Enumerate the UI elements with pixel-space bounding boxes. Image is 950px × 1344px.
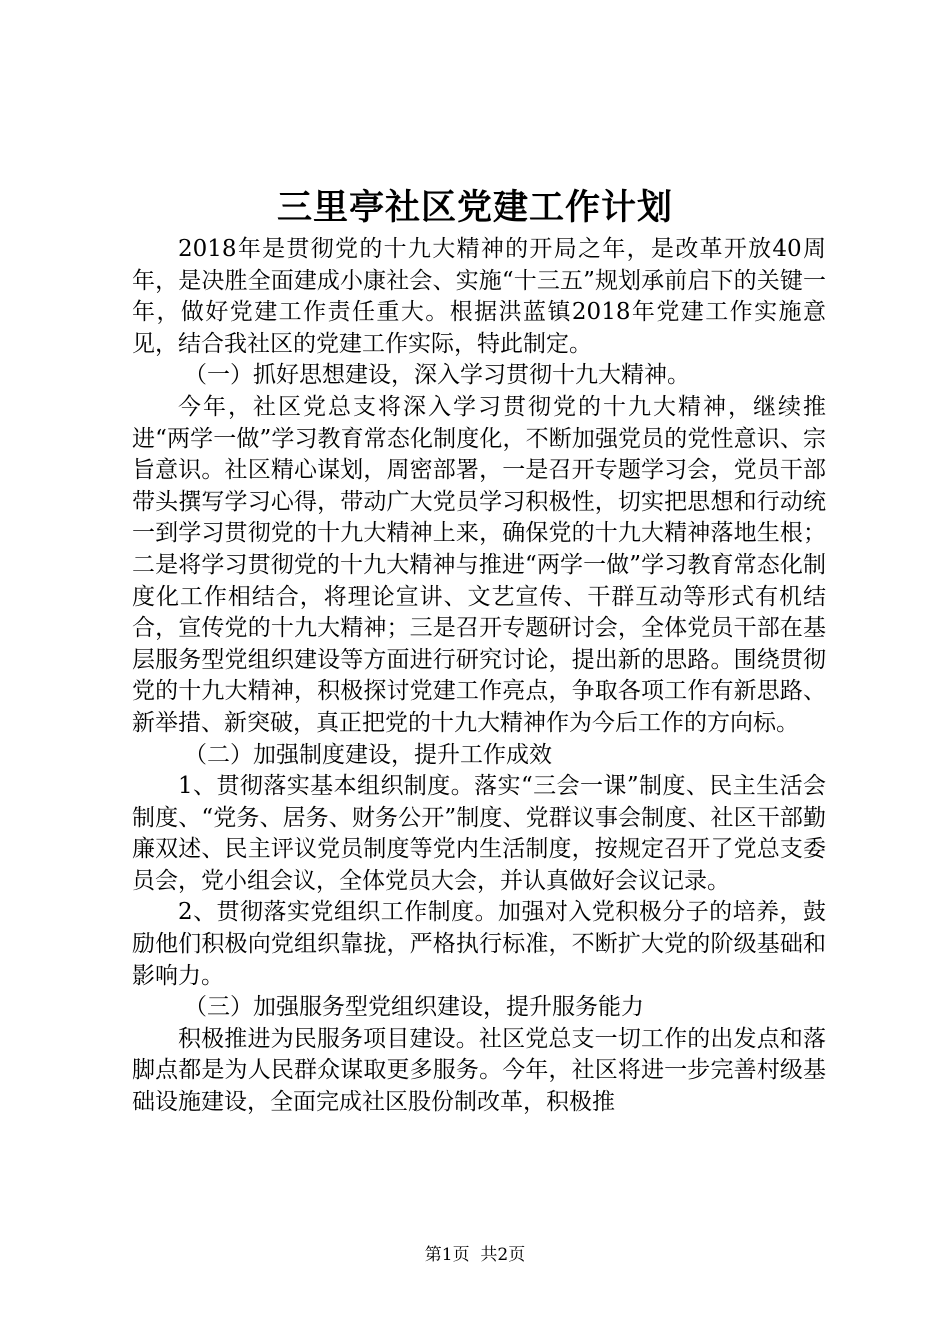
document-body: [132, 234, 826, 1119]
section-2-item-1: 1、贯彻落实基本组织制度。落实“三会一课”制度、民主生活会制度、“党务、居务、财务公开”制度、党群议事会制度、社区干部勤廉双述、民主评议党员制度等党内生活制度，按规定召开了党总支委员会，党小组会议，全体党员大会，并认真做好会议记录。: [132, 773, 826, 894]
section-heading-2: （二）加强制度建设，提升工作成效: [184, 741, 552, 768]
page-number: 第1页: [424, 1245, 470, 1265]
page-footer: [0, 1243, 950, 1267]
section-3-paragraph: 积极推进为民服务项目建设。社区党总支一切工作的出发点和落脚点都是为人民群众谋取更多服务。今年，社区将进一步完善村级基础设施建设，全面完成社区股份制改革，积极推: [132, 1025, 826, 1116]
document-title: 三里亭社区党建工作计划: [276, 187, 673, 228]
page-total: 共2页: [480, 1245, 526, 1265]
section-2-item-2: 2、贯彻落实党组织工作制度。加强对入党积极分子的培养，鼓励他们积极向党组织靠拢，严格执行标准，不断扩大党的阶级基础和影响力。: [132, 899, 826, 989]
section-1-paragraph: 今年，社区党总支将深入学习贯彻党的十九大精神，继续推进“两学一做”学习教育常态化制度化，不断加强党员的党性意识、宗旨意识。社区精心谋划，周密部署，一是召开专题学习会，党员干部带头撰写学习心得，带动广大党员学习积极性，切实把思想和行动统一到学习贯彻党的十九大精神上来，确保党的十九大精神落地生根；二是将学习贯彻党的十九大精神与推进“两学一做”学习教育常态化制度化工作相结合，将理论宣讲、文艺宣传、干群互动等形式有机结合，宣传党的十九大精神；三是召开专题研讨会，全体党员干部在基层服务型党组织建设等方面进行研究讨论，提出新的思路。围绕贯彻党的十九大精神，积极探讨党建工作亮点，争取各项工作有新思路、新举措、新突破，真正把党的十九大精神作为今后工作的方向标。: [132, 393, 826, 736]
intro-paragraph: 2018年是贯彻党的十九大精神的开局之年，是改革开放40周年，是决胜全面建成小康社会、实施“十三五”规划承前启下的关键一年，做好党建工作责任重大。根据洪蓝镇2018年党建工作实施意见，结合我社区的党建工作实际，特此制定。: [132, 236, 826, 357]
section-heading-3: （三）加强服务型党组织建设，提升服务能力: [184, 994, 644, 1021]
section-heading-1: （一）抓好思想建设，深入学习贯彻十九大精神。: [184, 362, 690, 389]
